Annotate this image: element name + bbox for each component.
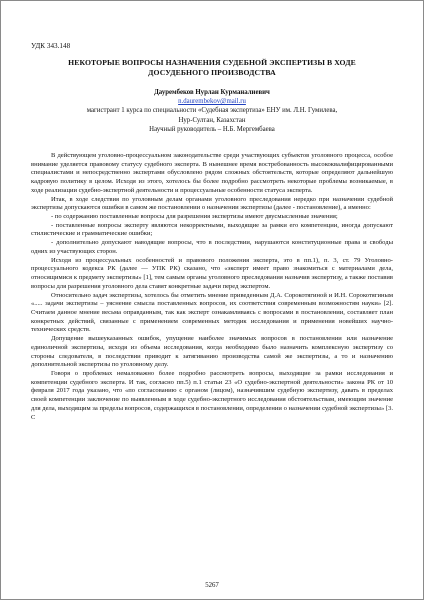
author-affiliation: магистрант 1 курса по специальности «Судебная экспертиза» ЕНУ им. Л.Н. Гумилева, [86,107,338,115]
article-title [31,58,393,78]
paragraph: Исходя из процессуальных особенностей и правового положения эксперта, это в пп.1), п. 3, ст. 79 Уголовно-процессуального кодекса РК (далее — УПК РК) сказано, что «эксперт имеет право знакомиться с материалами дела, относящимися к предмету экспертизы» [1], тем самым органы уголовного преследования назначив экспертизу, а также поставив вопросы для разрешения уголовного дела ставят конкретные задачи перед экспертом. [31,256,393,290]
paragraph: Итак, в ходе следствия по уголовным делам органами уголовного преследования нередко при назначении судебной экспертизы допускаются ошибки в самом же постановлении о назначении экспертизы (далее - постановление), а именно: [31,195,393,212]
title-line-2: ДОСУДЕБНОГО ПРОИЗВОДСТВА [148,68,276,77]
udk-code: УДК 343.148 [31,42,71,50]
paragraph: Допущение вышеуказанных ошибок, упущение наиболее значимых вопросов в постановлении или назначение единоличной экспертизы, исходя из объема исследования, когда необходимо было назначить комплексную экспертизу со стороны следователя, в последствии приводит к затягиванию производства самой же экспертизы, а то и назначению дополнительной экспертизы по уголовному делу. [31,335,393,369]
article-body [31,152,393,422]
title-line-1: НЕКОТОРЫЕ ВОПРОСЫ НАЗНАЧЕНИЯ СУДЕБНОЙ ЭКСПЕРТИЗЫ В ХОДЕ [68,58,356,67]
author-name: Даурембеков Нурлан Курманалиевич [154,89,270,96]
author-email-link[interactable]: n.daurembekov@mail.ru [178,98,246,106]
page-content [31,1,393,599]
paragraph: - дополнительно допускают наводящие вопросы, что в последствии, нарушаются конституционные права и свободы одних из участвующих сторон. [31,239,393,255]
author-block [31,88,393,134]
paragraph: - поставленные вопросы эксперту являются некорректными, выходящие за рамки его компетенции, иногда допускают стилистические и грамматические ошибки; [31,221,393,238]
paragraph: Говоря о проблемах немаловажно более подробно рассмотреть вопросы, выходящие за рамки исследования и компетенции судебного эксперта. И так, согласно пп.5) п.1 статьи 23 «О судебно-экспертной деятельности» закона РК от 10 февраля 2017 года указано, что «по согласованию с органом (лицом), назначившим судебную экспертизу, давать в пределах своей компетенции заключение по выявленным в ходе судебно-экспертного исследования обстоятельствам, имеющим значение для дела, выходящим за пределы вопросов, содержащихся в постановлении, определении о назначении судебной экспертизы» [3. С [31,369,393,421]
paragraph: - по содержанию поставленные вопросы для разрешения экспертизы имеют двусмысленные значения; [51,213,338,221]
supervisor: Научный руководитель – Н.Б. Мергембаева [149,125,275,133]
page-number: 5267 [205,582,219,589]
paragraph: Относительно задач экспертизы, хотелось бы отметить мнение приведенным Д.А. Сорокотягиной и И.Н. Сорокотягиным «..... задачи экспертизы – уяснение смысла поставленных вопросов, их соответствия современным возможностям науки» [2]. Считаем данное мнение весьма оправданным, так как эксперт ознакамливаясь с вопросами в постановлении, составляет план конкретных действий, связанные с применением современных методик исследования и применения новейших научно-технических средств. [31,291,393,334]
author-location: Нур-Султан, Казахстан [178,116,246,124]
paragraph: В действующем уголовно-процессуальном законодательстве среди участвующих субъектов уголовного процесса, особое внимание уделяется правовому статусу судебного эксперта. В нынешнее время востребованность высококвалифицированными специалистами и непосредственно экспертами обусловлено рядом сложных обстоятельств, которые определяют дальнейшую кадровую политику в целом. Исходя из этого, хотелось бы более подробно рассмотреть некоторые проблемы возникаемые, в ходе реализации судебно-экспертной деятельности и процессуальные особенности статуса эксперта. [31,152,393,194]
